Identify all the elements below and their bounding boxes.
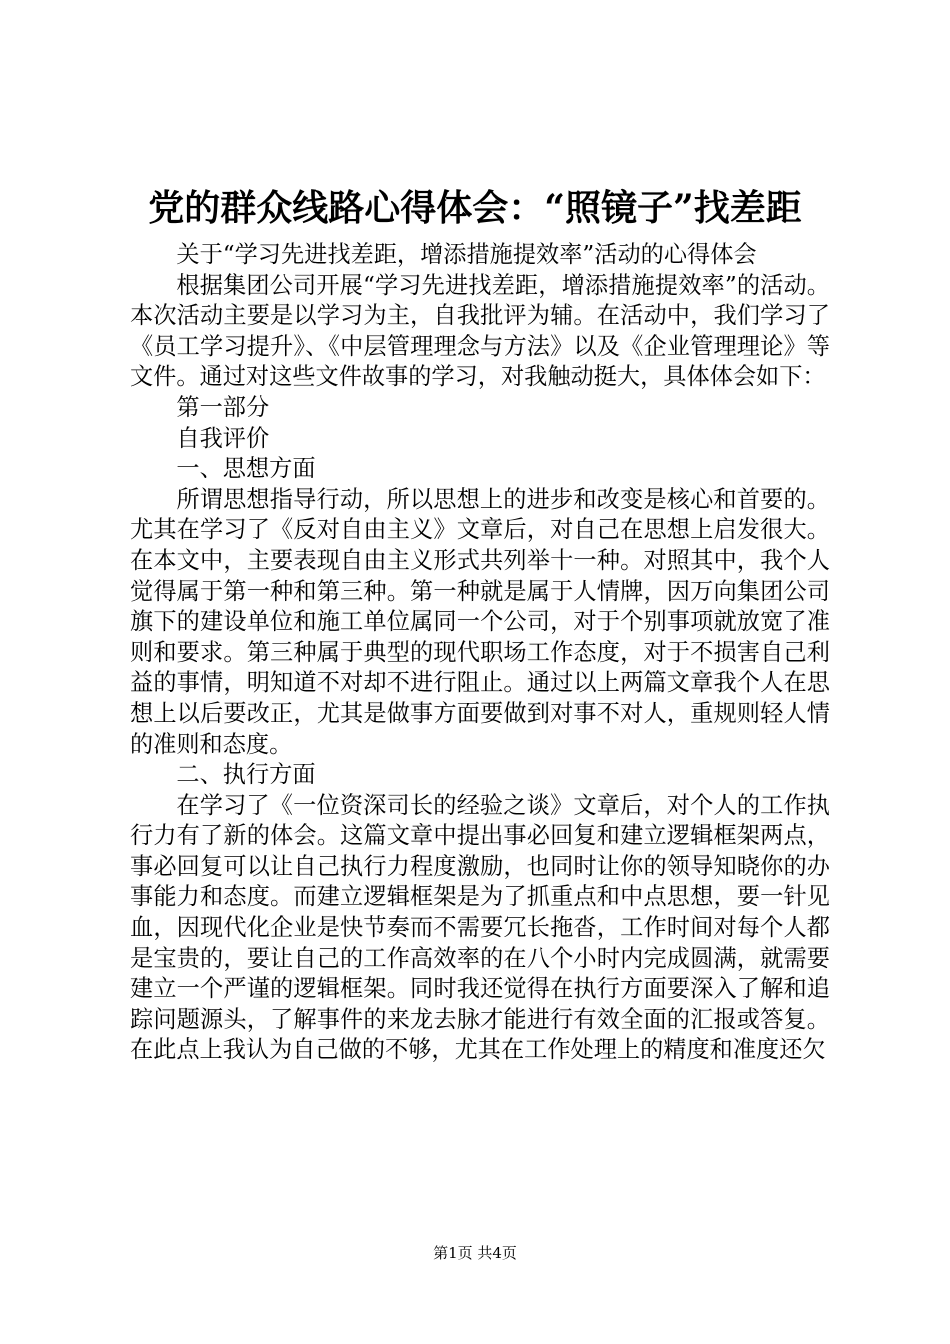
document-body: [130, 240, 830, 1066]
document-title: 党的群众线路心得体会：“照镜子”找差距: [148, 187, 802, 229]
section-heading-part-one: 第一部分: [176, 393, 270, 421]
paragraph-intro: 根据集团公司开展“学习先进找差距，增添措施提效率”的活动。本次活动主要是以学习为主，自我批评为辅。在活动中，我们学习了《员工学习提升》、《中层管理理念与方法》以及《企业管理理论》等文件。通过对这些文件故事的学习，对我触动挺大，具体体会如下：: [130, 271, 830, 391]
paragraph-execution: 在学习了《一位资深司长的经验之谈》文章后，对个人的工作执行力有了新的体会。这篇文章中提出事必回复和建立逻辑框架两点，事必回复可以让自己执行力程度激励，也同时让你的领导知晓你的办事能力和态度。而建立逻辑框架是为了抓重点和中点思想，要一针见血，因现代化企业是快节奏而不需要冗长拖沓，工作时间对每个人都是宝贵的，要让自己的工作高效率的在八个小时内完成圆满，就需要建立一个严谨的逻辑框架。同时我还觉得在执行方面要深入了解和追踪问题源头，了解事件的来龙去脉才能进行有效全面的汇报或答复。在此点上我认为自己做的不够，尤其在工作处理上的精度和准度还欠: [130, 791, 830, 1064]
section-heading-thought: 一、思想方面: [176, 455, 316, 483]
page-number-footer: 第1页 共4页: [433, 1244, 517, 1262]
paragraph-thought: 所谓思想指导行动，所以思想上的进步和改变是核心和首要的。尤其在学习了《反对自由主义》文章后，对自己在思想上启发很大。在本文中，主要表现自由主义形式共列举十一种。对照其中，我个人觉得属于第一种和第三种。第一种就是属于人情牌，因万向集团公司旗下的建设单位和施工单位属同一个公司，对于个别事项就放宽了准则和要求。第三种属于典型的现代职场工作态度，对于不损害自己利益的事情，明知道不对却不进行阻止。通过以上两篇文章我个人在思想上以后要改正，尤其是做事方面要做到对事不对人，重规则轻人情的准则和态度。: [130, 485, 830, 758]
section-heading-self-evaluation: 自我评价: [176, 424, 270, 452]
paragraph-subtitle: 关于“学习先进找差距，增添措施提效率”活动的心得体会: [176, 241, 757, 268]
section-heading-execution: 二、执行方面: [176, 761, 316, 789]
